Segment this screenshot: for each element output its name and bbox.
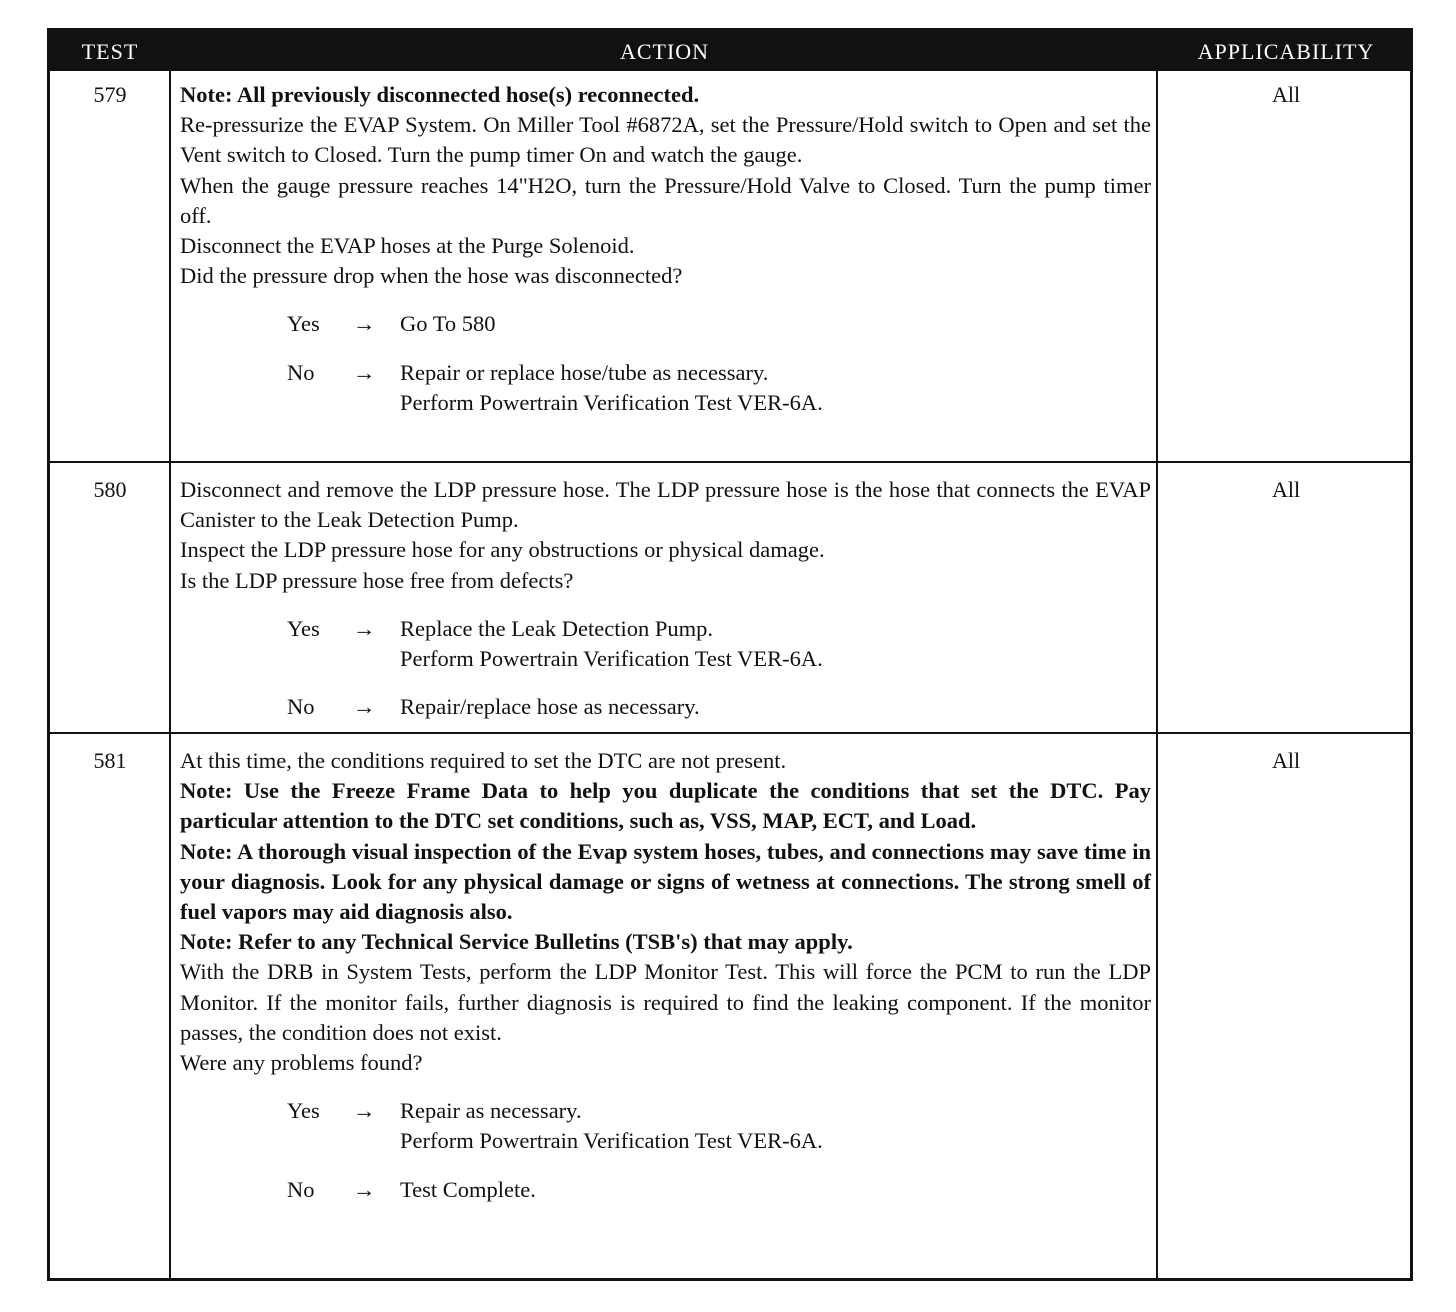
instruction-text: At this time, the conditions required to set the DTC are not present.: [180, 748, 787, 773]
header-action: ACTION: [619, 39, 710, 64]
instruction-text: Re-pressurize the EVAP System. On Miller Tool #6872A, set the Pressure/Hold switch to Open and set the Vent switch to Closed. Turn the pump timer On and watch the gauge.: [180, 112, 1151, 168]
instruction-text: Did the pressure drop when the hose was disconnected?: [180, 263, 683, 289]
instruction-text: When the gauge pressure reaches 14"H2O, turn the Pressure/Hold Valve to Closed. Turn the pump timer off.: [180, 172, 1151, 228]
arrow-right-icon: →: [353, 311, 376, 337]
answer-result-line: Test Complete.: [400, 1176, 536, 1202]
note-text: Note: A thorough visual inspection of the Evap system hoses, tubes, and connections may save time in your diagnosis. Look for any physical damage or signs of wetness at connections. The strong smell of fuel vapors may aid diagnosis also.: [180, 838, 1151, 925]
column-divider: [1156, 71, 1158, 1278]
answer-label: Yes: [287, 615, 320, 641]
test-number: 581: [93, 748, 127, 773]
answer-result-line: Repair or replace hose/tube as necessary.: [400, 359, 769, 385]
applicability-value: All: [1271, 82, 1301, 107]
answer-result: [400, 1096, 1151, 1156]
answer-result-line: Repair as necessary.: [400, 1098, 582, 1124]
answer-result: [400, 358, 1151, 418]
instruction-text: With the DRB in System Tests, perform the LDP Monitor Test. This will force the PCM to run the LDP Monitor. If the monitor fails, further diagnosis is required to find the leaking component. If the monitor passes, the condition does not exist.: [180, 959, 1151, 1045]
note-text: Note: Refer to any Technical Service Bulletins (TSB's) that may apply.: [180, 929, 853, 955]
answer-result: [400, 1175, 1151, 1205]
table-header: [50, 31, 1410, 71]
answer-result: [400, 692, 1151, 722]
answer-result-line: Perform Powertrain Verification Test VER-6A.: [400, 646, 823, 672]
arrow-right-icon: →: [353, 1176, 376, 1202]
answer-result: [400, 309, 1151, 339]
answer-label: Yes: [287, 311, 320, 337]
answer-label: No: [287, 694, 315, 720]
column-divider: [169, 71, 171, 1278]
header-applicability: APPLICABILITY: [1197, 39, 1375, 64]
answer-yes: [287, 614, 1151, 674]
arrow-right-icon: →: [353, 615, 376, 641]
action-cell: [180, 746, 1151, 1205]
instruction-text: Were any problems found?: [180, 1050, 423, 1076]
answer-result-line: Perform Powertrain Verification Test VER-6A.: [400, 389, 823, 415]
instruction-text: Disconnect and remove the LDP pressure hose. The LDP pressure hose is the hose that connects the EVAP Canister to the Leak Detection Pump.: [180, 477, 1151, 533]
answer-label: Yes: [287, 1098, 320, 1124]
answer-label: No: [287, 359, 315, 385]
answer-yes: [287, 1096, 1151, 1156]
answer-no: [287, 358, 1151, 418]
row-divider: [50, 732, 1410, 734]
note-text: Note: All previously disconnected hose(s) reconnected.: [180, 82, 700, 107]
test-number: 580: [93, 477, 127, 502]
applicability-value: All: [1271, 477, 1301, 502]
answer-no: [287, 692, 1151, 722]
header-test: TEST: [81, 39, 139, 64]
answer-result-line: Perform Powertrain Verification Test VER-6A.: [400, 1128, 823, 1154]
answer-label: No: [287, 1176, 315, 1202]
instruction-text: Is the LDP pressure hose free from defects?: [180, 567, 574, 593]
answer-result-line: Replace the Leak Detection Pump.: [400, 615, 714, 641]
arrow-right-icon: →: [353, 1098, 376, 1124]
answer-no: [287, 1175, 1151, 1205]
answer-result: [400, 614, 1151, 674]
arrow-right-icon: →: [353, 359, 376, 385]
instruction-text: Inspect the LDP pressure hose for any obstructions or physical damage.: [180, 537, 825, 563]
arrow-right-icon: →: [353, 694, 376, 720]
action-cell: [180, 80, 1151, 418]
diagnostic-table: [47, 28, 1413, 1281]
applicability-value: All: [1271, 748, 1301, 773]
answer-result-line: Repair/replace hose as necessary.: [400, 694, 700, 720]
action-cell: [180, 475, 1151, 722]
test-number: 579: [93, 82, 127, 107]
answer-result-line: Go To 580: [400, 311, 496, 337]
instruction-text: Disconnect the EVAP hoses at the Purge Solenoid.: [180, 233, 635, 259]
row-divider: [50, 461, 1410, 463]
note-text: Note: Use the Freeze Frame Data to help you duplicate the conditions that set the DTC. Pay particular attention to the DTC set conditions, such as, VSS, MAP, ECT, and Load.: [180, 778, 1151, 834]
answer-yes: [287, 309, 1151, 339]
